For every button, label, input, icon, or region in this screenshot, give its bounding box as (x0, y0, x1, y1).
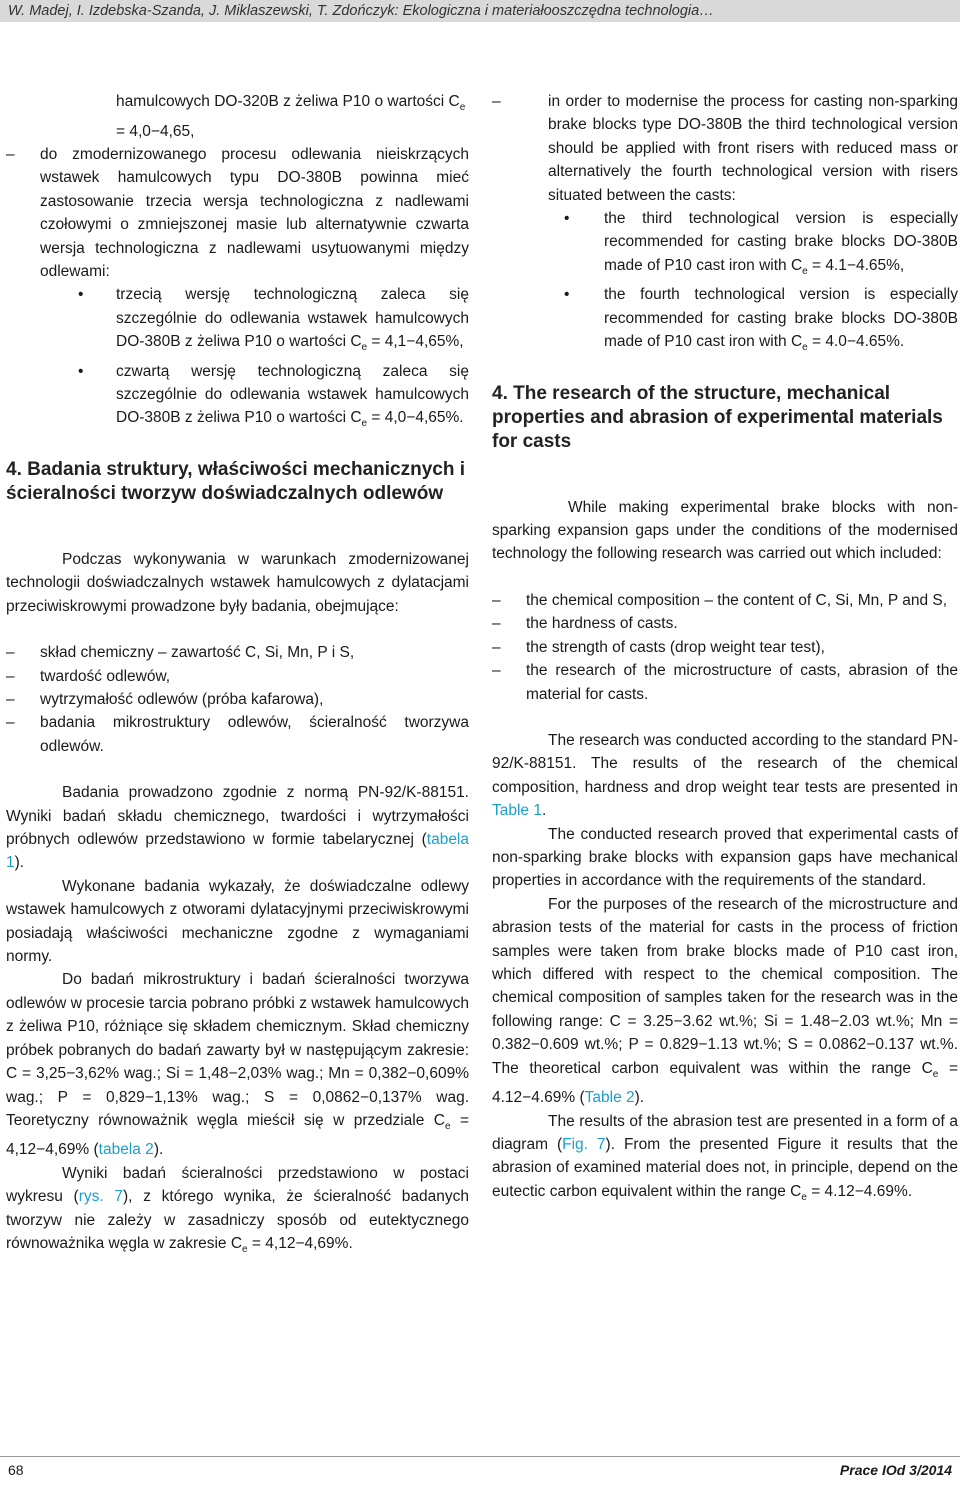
list-item: – the strength of casts (drop weight tear test), (492, 638, 825, 656)
journal-name: Prace IOd 3/2014 (839, 1462, 952, 1478)
paragraph: For the purposes of the research of the microstructure and abrasion tests of the material for casts in the process of friction samples were taken from brake blocks made of P10 cast iron, which differed with respect to the chemical composition. The chemical composition of samples taken for the research was in the following range: C = 3.25−3.62 wt.%; Si = 1.48−2.03 wt.%; Mn = 0.382−0.609 wt.%; P = 0.829−1.13 wt.%; S = 0.0862−0.137 wt.%. The theoretical carbon equivalent was within the range $C_e = 4.12-4.69\%$ (Table 2). (492, 895, 959, 1107)
list-item: – twardość odlewów, (6, 667, 171, 685)
paragraph: Podczas wykonywania w warunkach zmodernizowanej technologii doświadczalnych wstawek hamulcowych z dylatacjami przeciwiskrowymi prowadzone były badania, obejmujące: (6, 550, 469, 615)
paragraph: The research was conducted according to the standard PN-92/K-88151. The results of the research of the chemical composition, hardness and drop weight tear tests are presented in Table 1. (492, 731, 958, 820)
left-column (6, 90, 469, 1262)
paragraph: While making experimental brake blocks with non-sparking expansion gaps under the conditions of the modernised technology the following research was carried out which included: (492, 498, 958, 563)
figure-link[interactable]: Fig. 7 (562, 1135, 606, 1153)
right-column (492, 90, 958, 1209)
paragraph: Do badań mikrostruktury i badań ścieralności tworzywa odlewów w procesie tarcia pobrano próbki z wstawek hamulcowych z żeliwa P10, różniące się składem chemicznym. Skład chemiczny próbek pobranych do badań zawarty był w następującym zakresie: C = 3,25−3,62% wag.; Si = 1,48−2,03% wag.; Mn = 0,382−0,609% wag.; P = 0,829−1,13% wag.; S = 0,0862−0,137% wag. Teoretyczny równoważnik węgla mieścił się w przedziale $C_e = 4,12-4,69\%$ (tabela 2). (6, 971, 470, 1159)
bullet-item: • trzecią wersję technologiczną zaleca się szczególnie do odlewania wstawek hamulcowych DO-380B z żeliwa P10 o wartości $C_e = 4,1-4,65\%$, (78, 286, 469, 354)
list-item: – skład chemiczny – zawartość C, Si, Mn, P i S, (6, 644, 355, 662)
list (6, 641, 469, 758)
figure-link[interactable]: rys. 7 (78, 1188, 124, 1206)
list (492, 589, 958, 706)
paragraph: Wyniki badań ścieralności przedstawiono w postaci wykresu (rys. 7), z którego wynika, że ścieralność badanych tworzyw nie zależy w zasadniczy sposób od eutektycznego równoważnika węgla w zakresie $C_e = 4,12-4,69\%$. (6, 1164, 469, 1256)
bullet-item: • czwartą wersję technologiczną zaleca się szczególnie do odlewania wstawek hamulcowych DO-380B z żeliwa P10 o wartości $C_e = 4,0-4,65\%$. (78, 362, 469, 430)
dash-item: – in order to modernise the process for casting non-sparking brake blocks type DO-380B the third technological version should be applied with front risers with reduced mass or alternatively the fourth technological version with risers situated between the casts: (492, 93, 958, 204)
footer-rule (0, 1456, 960, 1457)
list-item: – the hardness of casts. (492, 615, 678, 633)
section-heading: 4. The research of the structure, mechanical properties and abrasion of experimental materials for casts (492, 382, 943, 452)
continued-text: hamulcowych DO-320B z żeliwa P10 o wartości $C_e = 4,0-4,65$, (116, 93, 466, 140)
dash-item: – do zmodernizowanego procesu odlewania nieiskrzących wstawek hamulcowych typu DO-380B powinna mieć zastosowanie trzecia wersja technologiczna z nadlewami czołowymi o zmniejszonej masie lub alternatywnie czwarta wersja technologiczna z nadlewami usytuowanymi między odlewami: (6, 145, 469, 280)
table-link[interactable]: Table 1 (492, 802, 542, 820)
list-item: – badania mikrostruktury odlewów, ścieralność tworzywa odlewów. (6, 714, 469, 755)
paragraph: Badania prowadzono zgodnie z normą PN-92/K-88151. Wyniki badań składu chemicznego, twardości i wytrzymałości próbnych odlewów przedstawiono w formie tabelarycznej (tabela 1). (6, 784, 469, 872)
table-link[interactable]: Table 2 (584, 1089, 635, 1107)
section-heading: 4. Badania struktury, właściwości mechanicznych i ścieralności tworzyw doświadczalnych odlewów (6, 458, 465, 504)
table-link[interactable]: tabela 1 (6, 831, 469, 872)
bullet-item: • the fourth technological version is especially recommended for casting brake blocks DO-380B made of P10 cast iron with $C_e = 4.0-4.65\%$. (564, 286, 958, 354)
paragraph: The conducted research proved that experimental casts of non-sparking brake blocks with expansion gaps have mechanical properties in accordance with the requirements of the standard. (492, 825, 958, 890)
page-number: 68 (8, 1462, 24, 1478)
list-item: – wytrzymałość odlewów (próba kafarowa), (6, 691, 324, 708)
table-link[interactable]: tabela 2 (98, 1141, 154, 1159)
running-header: W. Madej, I. Izdebska-Szanda, J. Miklaszewski, T. Zdończyk: Ekologiczna i materiałooszczędna technologia… (0, 0, 960, 22)
bullet-item: • the third technological version is especially recommended for casting brake blocks DO-380B made of P10 cast iron with $C_e = 4.1-4.65\%$, (564, 210, 958, 277)
paragraph: Wykonane badania wykazały, że doświadczalne odlewy wstawek hamulcowych z otworami dylatacyjnymi przeciwiskrowymi posiadają właściwości mechaniczne zgodne z wymaganiami normy. (6, 877, 469, 966)
list-item: – the research of the microstructure of casts, abrasion of the material for casts. (492, 662, 958, 703)
list-item: – the chemical composition – the content of C, Si, Mn, P and S, (492, 591, 948, 609)
paragraph: The results of the abrasion test are presented in a form of a diagram (Fig. 7). From the presented Figure it results that the abrasion of examined material does not, in principle, depend on the eutectic carbon equivalent within the range $C_e = 4.12-4.69\%$. (492, 1112, 959, 1203)
